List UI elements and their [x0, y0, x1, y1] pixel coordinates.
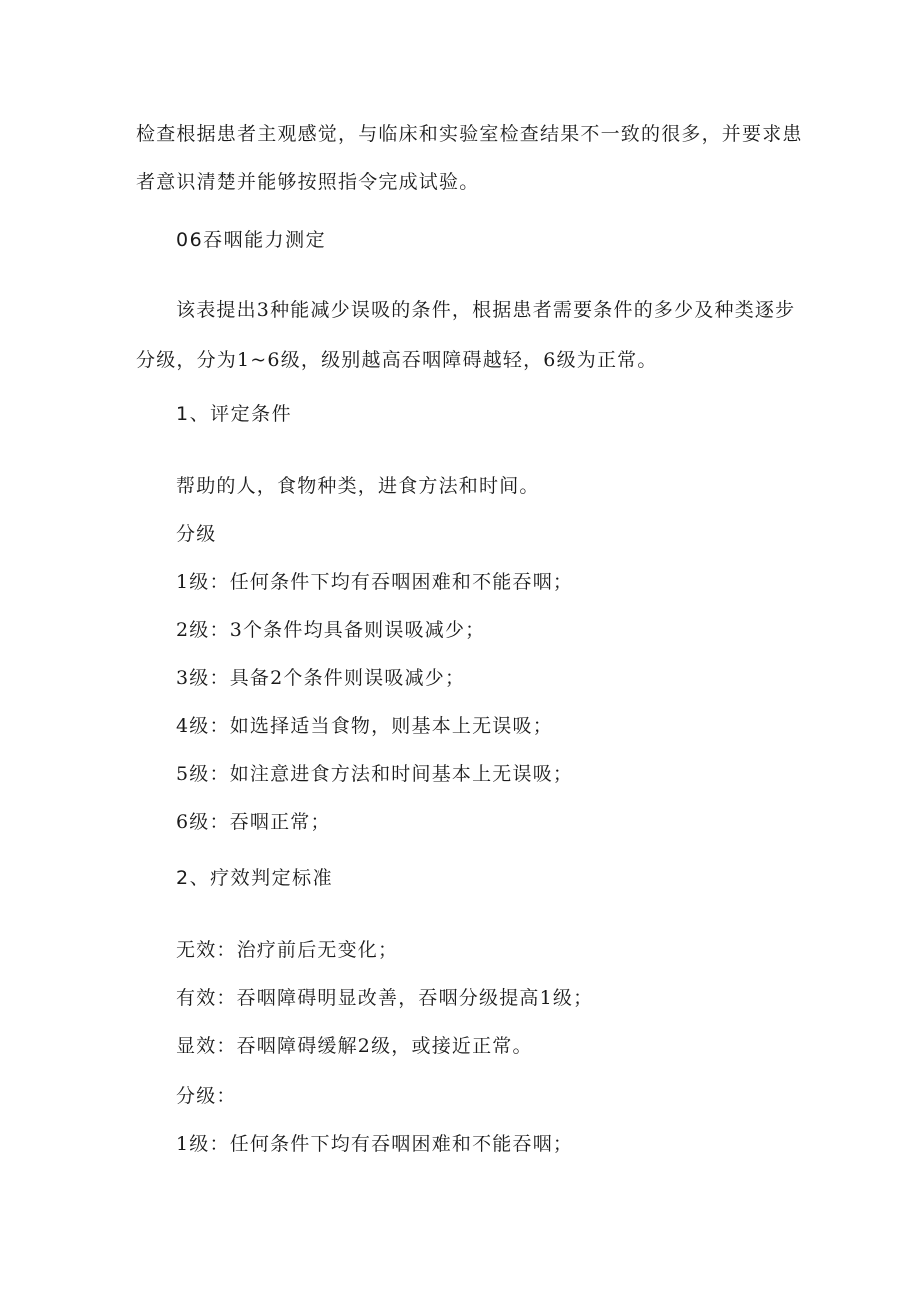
heading-evaluation-conditions: 1、评定条件 — [176, 403, 293, 425]
grade-item: 4级：如选择适当食物，则基本上无误吸； — [176, 715, 553, 737]
grade-item: 6级：吞咽正常； — [176, 811, 331, 833]
efficacy-item: 无效：治疗前后无变化； — [176, 939, 399, 961]
grade-item: 3级：具备2个条件则误吸减少； — [176, 667, 466, 689]
efficacy-item: 显效：吞咽障碍缓解2级，或接近正常。 — [176, 1035, 533, 1057]
intro-paragraph-line-2: 者意识清楚并能够按照指令完成试验。 — [136, 171, 480, 193]
grade-item: 5级：如注意进食方法和时间基本上无误吸； — [176, 763, 574, 785]
section-title: 06吞咽能力测定 — [176, 229, 327, 251]
grade-item-repeat: 1级：任何条件下均有吞咽困难和不能吞咽； — [176, 1133, 574, 1155]
grading-label: 分级 — [176, 523, 217, 545]
grading-label-2: 分级： — [176, 1085, 237, 1107]
intro-paragraph-line-1: 检查根据患者主观感觉，与临床和实验室检查结果不一致的很多，并要求患 — [136, 123, 803, 145]
description-paragraph-line-2: 分级，分为1~6级，级别越高吞咽障碍越轻，6级为正常。 — [136, 349, 658, 371]
description-paragraph-line-1: 该表提出3种能减少误吸的条件，根据患者需要条件的多少及种类逐步 — [176, 299, 796, 321]
conditions-text: 帮助的人，食物种类，进食方法和时间。 — [176, 475, 540, 497]
efficacy-item: 有效：吞咽障碍明显改善，吞咽分级提高1级； — [176, 987, 594, 1009]
grade-item: 2级：3个条件均具备则误吸减少； — [176, 619, 486, 641]
heading-efficacy-criteria: 2、疗效判定标准 — [176, 867, 334, 889]
grade-item: 1级：任何条件下均有吞咽困难和不能吞咽； — [176, 571, 574, 593]
